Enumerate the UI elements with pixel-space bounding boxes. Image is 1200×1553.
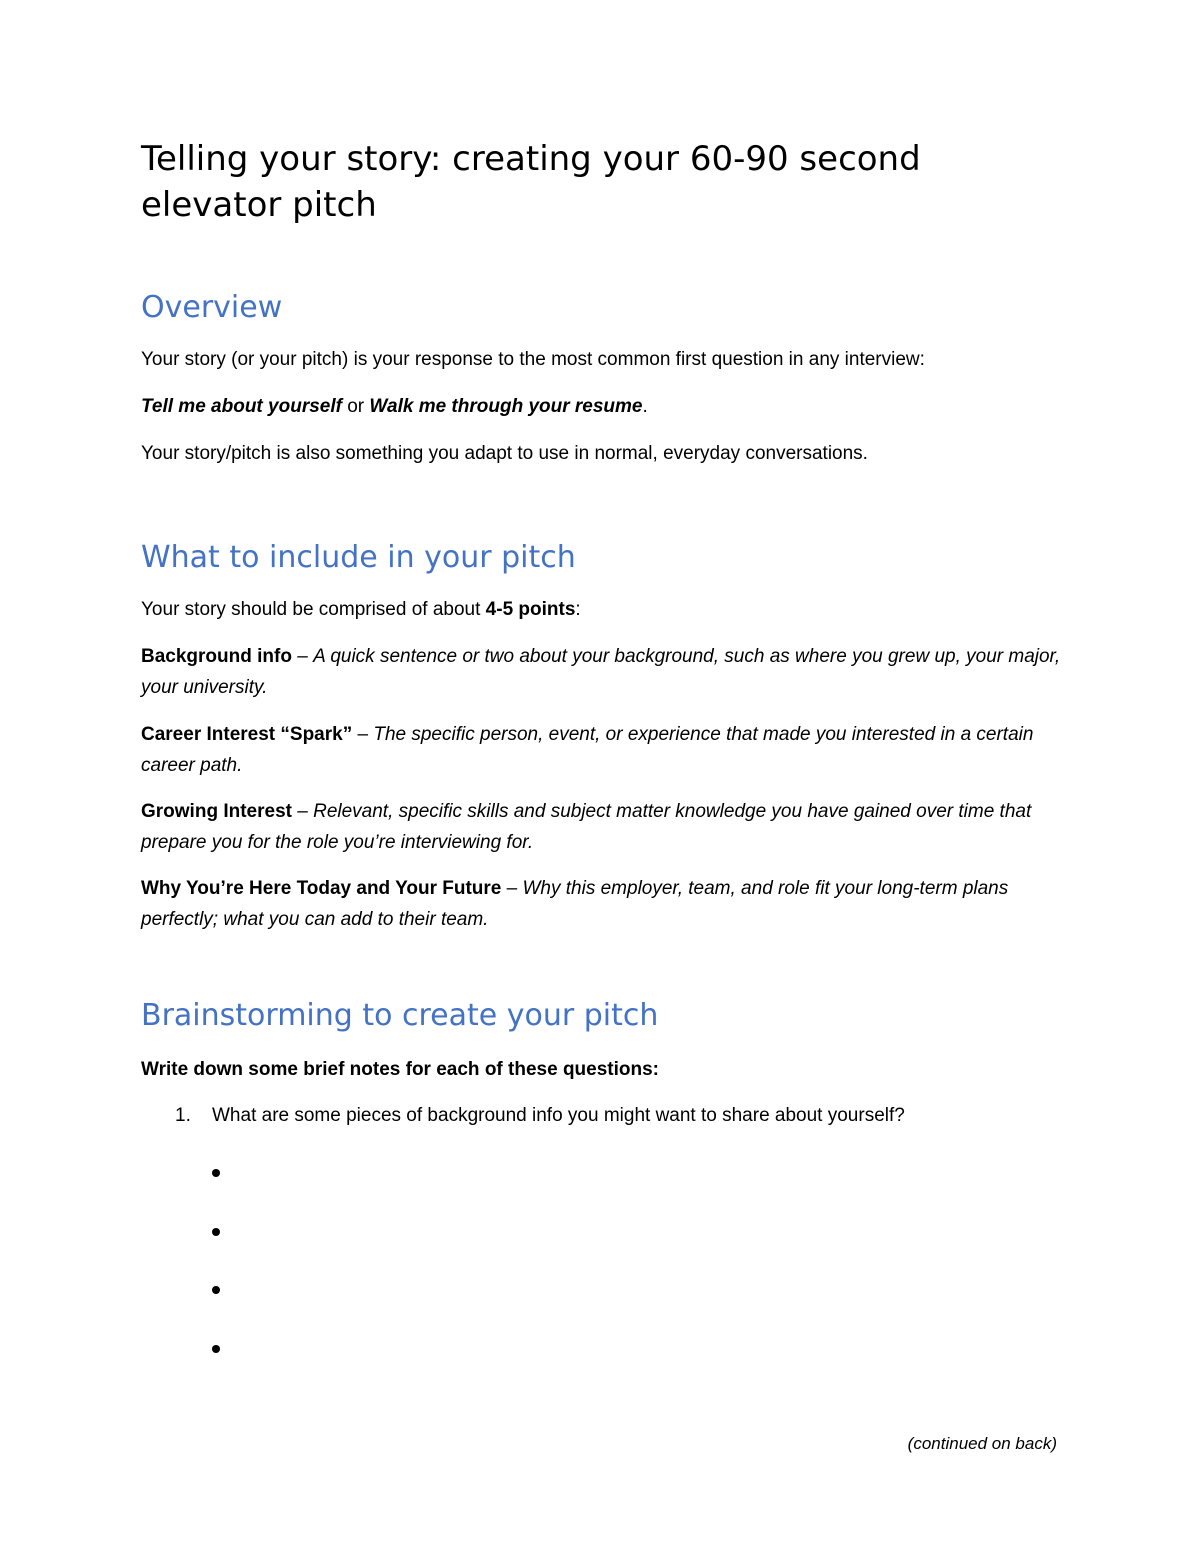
point-label: Career Interest “Spark” <box>141 724 353 745</box>
point-career-spark <box>141 719 1061 781</box>
brainstorm-intro: Write down some brief notes for each of these questions: <box>141 1059 660 1080</box>
point-sep: – <box>291 801 314 822</box>
heading-brainstorming: Brainstorming to create your pitch <box>141 998 659 1033</box>
point-sep: – <box>501 878 523 899</box>
point-desc: Why this employer, team, and role fit your long-term plans perfectly; what you can add to their team. <box>141 878 1009 930</box>
point-growing-interest <box>141 796 1061 858</box>
empty-bullet-1 <box>212 1169 220 1177</box>
point-label: Growing Interest <box>141 801 292 822</box>
point-desc: A quick sentence or two about your background, such as where you grew up, your major, your university. <box>141 646 1061 698</box>
point-why-here <box>141 873 1061 935</box>
point-sep: – <box>352 724 374 745</box>
question-1 <box>175 1100 1075 1131</box>
include-intro-text: Your story should be comprised of about <box>141 599 486 620</box>
empty-bullet-4 <box>212 1345 220 1353</box>
point-label: Why You’re Here Today and Your Future <box>141 878 502 899</box>
overview-paragraph-2 <box>141 391 1061 422</box>
point-desc: The specific person, event, or experience that made you interested in a certain career path. <box>141 724 1034 776</box>
include-intro-bold: 4-5 points <box>485 599 576 620</box>
overview-paragraph-1: Your story (or your pitch) is your response to the most common first question in any interview: <box>141 349 925 370</box>
document-title: Telling your story: creating your 60-90 second elevator pitch <box>141 139 921 225</box>
heading-overview: Overview <box>141 290 283 325</box>
heading-what-to-include: What to include in your pitch <box>141 540 576 575</box>
continued-note: (continued on back) <box>907 1434 1057 1453</box>
include-intro-end: : <box>575 599 581 620</box>
overview-paragraph-3: Your story/pitch is also something you adapt to use in normal, everyday conversations. <box>141 443 868 464</box>
period-text: . <box>642 396 648 417</box>
question-1-text: What are some pieces of background info you might want to share about yourself? <box>212 1105 905 1126</box>
question-1-number: 1. <box>175 1105 191 1126</box>
include-intro <box>141 594 1061 625</box>
point-label: Background info <box>141 646 292 667</box>
point-desc: Relevant, specific skills and subject matter knowledge you have gained over time that prepare you for the role you’re interviewing for. <box>141 801 1032 853</box>
point-background-info <box>141 641 1061 703</box>
empty-bullet-2 <box>212 1228 220 1236</box>
empty-bullet-3 <box>212 1286 220 1294</box>
or-text: or <box>341 396 370 417</box>
question-tell-me: Tell me about yourself <box>141 396 342 417</box>
point-sep: – <box>291 646 314 667</box>
question-walk-me: Walk me through your resume <box>369 396 643 417</box>
